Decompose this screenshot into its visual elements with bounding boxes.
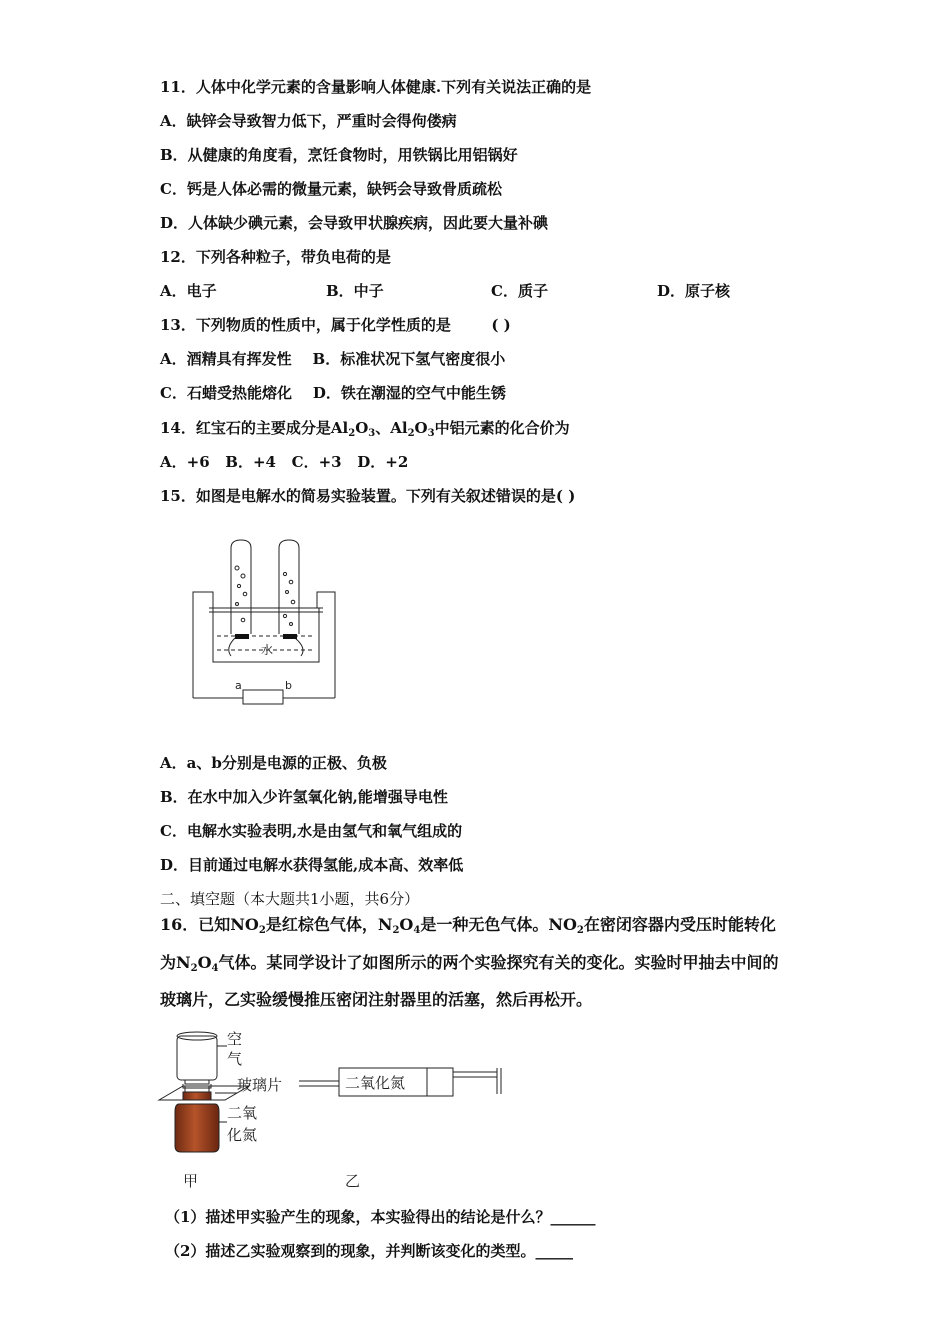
q12-option-d: D．原子核 (657, 282, 731, 300)
q13-bracket: ( ) (491, 316, 511, 334)
q11-option-c: C．钙是人体必需的微量元素，缺钙会导致骨质疏松 (160, 180, 502, 198)
q16-text: 为N (160, 953, 191, 972)
q16-text: 16．已知NO (160, 915, 259, 934)
no2-experiment-figure (155, 1020, 515, 1192)
terminal-a-label: a (235, 679, 242, 692)
q12-option-b: B．中子 (326, 282, 384, 300)
electrolysis-apparatus-figure (185, 530, 345, 710)
q14-mid2: 、Al (375, 419, 408, 437)
q16-sub: 2 (190, 963, 198, 974)
q15-option-c: C．电解水实验表明,水是由氢气和氧气组成的 (160, 822, 463, 840)
q16-text: O (399, 915, 414, 934)
q14-sub: 3 (427, 428, 435, 439)
no2-label-1: 二氧 (227, 1104, 258, 1122)
figure-jia-caption: 甲 (183, 1172, 199, 1190)
q16-text: 是红棕色气体，N (265, 915, 393, 934)
q13-options-row2: C．石蜡受热能熔化 D．铁在潮湿的空气中能生锈 (160, 384, 506, 402)
q16-text: 在密闭容器内受压时能转化 (583, 915, 776, 934)
glass-plate-label: 玻璃片 (237, 1076, 283, 1094)
q15-stem: 15．如图是电解水的简易实验装置。下列有关叙述错误的是( ) (160, 487, 576, 505)
q14-sub: 2 (407, 428, 415, 439)
q14-options: A．+6 B．+4 C．+3 D．+2 (160, 453, 409, 471)
q11-option-a: A．缺锌会导致智力低下，严重时会得佝偻病 (160, 112, 457, 130)
q13-options-row1: A．酒精具有挥发性 B．标准状况下氢气密度很小 (160, 350, 506, 368)
q16-sub: 2 (258, 925, 266, 936)
q14-mid1: O (355, 419, 369, 437)
q14-prefix: 14．红宝石的主要成分是Al (160, 419, 349, 437)
q12-option-c: C．质子 (491, 282, 548, 300)
q16-line-1 (160, 915, 776, 941)
q15-option-a: A．a、b分别是电源的正极、负极 (160, 754, 387, 772)
syringe-label: 二氧化氮 (345, 1074, 406, 1092)
q15-option-d: D．目前通过电解水获得氢能,成本高、效率低 (160, 856, 464, 874)
air-label-2: 气 (227, 1050, 243, 1068)
q16-text: 是一种无色气体。NO (420, 915, 577, 934)
q11-option-b: B．从健康的角度看，烹饪食物时，用铁锅比用铝锅好 (160, 146, 518, 164)
q15-option-b: B．在水中加入少许氢氧化钠,能增强导电性 (160, 788, 448, 806)
q14-stem (160, 418, 570, 444)
no2-label-2: 化氮 (227, 1126, 258, 1144)
q16-line-2 (160, 953, 779, 979)
figure-yi-caption: 乙 (345, 1172, 361, 1190)
q14-mid3: O (414, 419, 428, 437)
q16-sub: 2 (392, 925, 400, 936)
terminal-b-label: b (285, 679, 292, 692)
q16-sub: 4 (211, 963, 219, 974)
q16-subquestion-1: （1）描述甲实验产生的现象，本实验得出的结论是什么？______ (165, 1208, 596, 1226)
water-label: 水 (261, 643, 274, 657)
q13-stem-line (160, 315, 511, 335)
q12-stem: 12．下列各种粒子，带负电荷的是 (160, 248, 391, 266)
q11-option-d: D．人体缺少碘元素，会导致甲状腺疾病，因此要大量补碘 (160, 214, 549, 232)
q16-text: O (197, 953, 212, 972)
q16-text: 气体。某同学设计了如图所示的两个实验探究有关的变化。实验时甲抽去中间的 (218, 953, 779, 972)
q14-suffix: 中铝元素的化合价为 (434, 419, 570, 437)
section-title: 二、填空题（本大题共1小题，共6分） (160, 890, 420, 908)
q16-line-3: 玻璃片，乙实验缓慢推压密闭注射器里的活塞，然后再松开。 (160, 990, 593, 1009)
q16-sub: 2 (576, 925, 584, 936)
q16-sub: 4 (413, 925, 421, 936)
q14-sub: 3 (368, 428, 376, 439)
q12-option-a: A．电子 (160, 282, 217, 300)
q16-subquestion-2: （2）描述乙实验观察到的现象，并判断该变化的类型。_____ (165, 1242, 573, 1260)
air-label-1: 空 (227, 1030, 243, 1048)
q13-stem: 13．下列物质的性质中，属于化学性质的是 (160, 316, 451, 334)
q14-sub: 2 (348, 428, 356, 439)
q11-stem: 11．人体中化学元素的含量影响人体健康.下列有关说法正确的是 (160, 78, 592, 96)
